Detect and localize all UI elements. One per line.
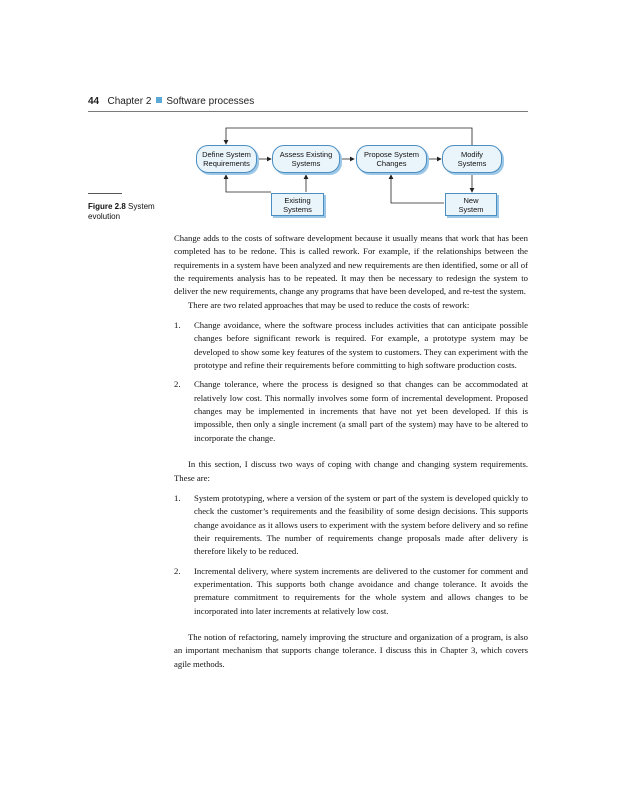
list-number: 2. — [174, 379, 181, 390]
list-item-text: Change tolerance, where the process is designed so that changes can be accommodated at relatively low cost. This normally involves some form of incremental development. Proposed changes may be implemented in increments that have not yet been developed. If this is impossible, then only a single increment (a small part of the system) may have to be altered to incorporate the change. — [194, 379, 528, 443]
paragraph: There are two related approaches that may be used to reduce the costs of rework: — [188, 299, 470, 310]
box-modify-systems — [442, 145, 502, 173]
box-label-line: Modify — [460, 150, 484, 159]
list-number: 1. — [174, 320, 181, 331]
feedback-arrow — [226, 128, 472, 145]
list-item-text: System prototyping, where a version of the system or part of the system is developed quickly to check the customer’s requirements and the feasibility of some design decisions. This supports change avoidance as it allows users to experiment with the system before delivery and so refine their requirements. The number of requirements change proposals made after delivery is therefore likely to be reduced. — [194, 492, 528, 557]
list-number: 2. — [174, 565, 181, 576]
list-item — [174, 319, 528, 372]
approaches-list — [174, 319, 528, 445]
list-number: 1. — [174, 492, 181, 503]
figure-title: System evolution — [88, 202, 155, 221]
box-label-line: System — [458, 204, 484, 214]
box-label-line: Define System — [202, 150, 251, 159]
paragraph: The notion of refactoring, namely improving the structure and organization of a program, is also an important mechanism that supports change tolerance. I discuss this in Chapter 3, which covers agile methods. — [174, 631, 528, 669]
coping-list — [174, 492, 528, 618]
box-propose-changes — [356, 145, 427, 173]
arrow-new-propose — [391, 175, 444, 203]
figure-caption — [88, 202, 168, 222]
caption-rule — [88, 193, 122, 194]
box-label-line: Changes — [376, 159, 407, 168]
box-label-line: Existing — [284, 195, 311, 205]
body-text — [174, 232, 528, 671]
box-label-line: Assess Existing — [279, 150, 333, 159]
box-label-line: Systems — [283, 204, 312, 214]
system-evolution-diagram — [0, 0, 618, 230]
list-item — [174, 565, 528, 618]
paragraph: In this section, I discuss two ways of coping with change and changing system requirements. These are: — [174, 459, 528, 483]
list-item-text: Incremental delivery, where system increments are delivered to the customer for comment and experimentation. This supports both change avoidance and change tolerance. It avoids the premature commitment to requirements for the whole system and allows changes to be incorporated into later increments at relatively low cost. — [194, 565, 528, 616]
chapter-label: Chapter 2 — [107, 96, 152, 107]
box-define-requirements — [196, 145, 257, 173]
box-label-line: New — [463, 195, 479, 205]
box-new-system — [445, 193, 497, 216]
box-label-line: Requirements — [203, 159, 250, 168]
arrow-existing-define — [226, 175, 271, 192]
box-assess-existing — [272, 145, 340, 173]
paragraph: Change adds to the costs of software development because it usually means that work that has been completed has to be redone. This is called rework. For example, if the relationships between the requirements in a system have been analyzed and new requirements are then identified, some or all of the requirements analysis has to be repeated. It may then be necessary to redesign the system to deliver the new requirements, change any programs that have been developed, and re-test the system. — [174, 233, 528, 297]
list-item-text: Change avoidance, where the software process includes activities that can anticipate possible changes before significant rework is required. For example, a prototype system may be developed to show some key features of the system to customers. They can experiment with the prototype and refine their requirements before committing to high software production costs. — [194, 320, 528, 371]
box-existing-systems — [271, 193, 324, 216]
figure-number: Figure 2.8 — [88, 202, 126, 211]
list-item — [174, 492, 528, 559]
page-number: 44 — [88, 96, 100, 107]
list-item — [174, 378, 528, 445]
box-label-line: Systems — [457, 159, 487, 168]
section-title: Software processes — [166, 96, 255, 107]
box-label-line: Systems — [291, 159, 321, 168]
box-label-line: Propose System — [363, 150, 420, 159]
